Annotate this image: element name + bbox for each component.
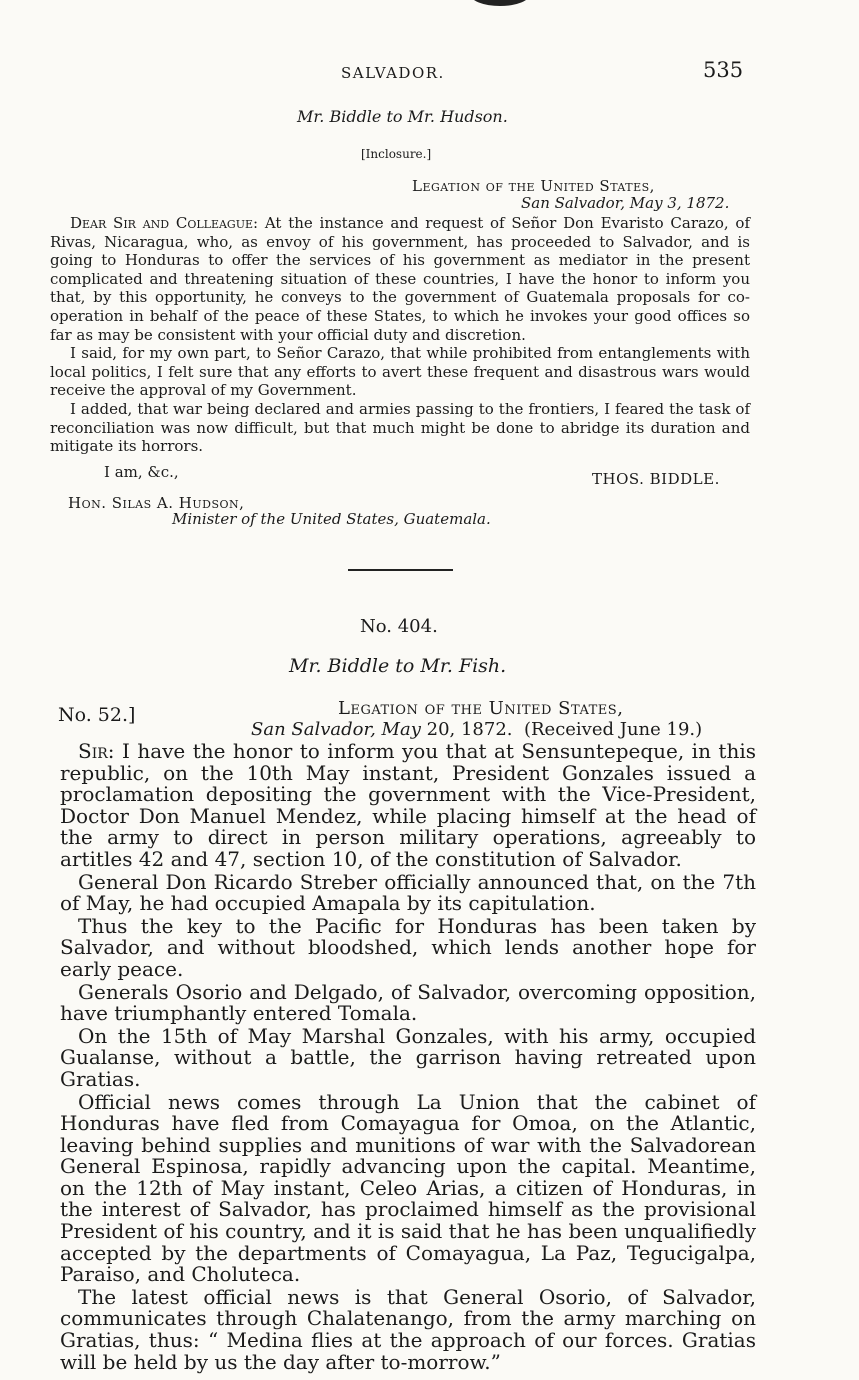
page-header [0,58,859,88]
running-title: SALVADOR. [341,64,445,82]
dispatch-paragraph: Generals Osorio and Delgado, of Salvador, overcoming opposition, have triumphantly entered Tomala. [60,979,756,1026]
dispatch-date-place: San Salvador, [251,719,376,740]
enclosure-heading: Mr. Biddle to Mr. Hudson. [297,107,508,126]
enclosure-paragraph: I added, that war being declared and armies passing to the frontiers, I feared the task of reconciliation was now difficult, but that much might be done to abridge its duration and mitigate its horrors. [50,399,750,456]
dispatch-ref-number: No. 52.] [58,704,136,726]
enclosure-dateline [521,194,729,212]
dispatch-paragraph: Official news comes through La Union that the cabinet of Honduras have fled from Comayagua for Omoa, on the Atlantic, leaving behind supplies and munitions of war with the Salvadorean General Espinosa, rapidly advancing upon the capital. Meantime, on the 12th of May instant, Celeo Arias, a citizen of Honduras, in the interest of Salvador, has proclaimed himself as the provisional President of his country, and it is said that he has been unqualifiedly accepted by the departments of Comayagua, La Paz, Tegucigalpa, Paraiso, and Choluteca. [60,1089,756,1287]
dispatch-date-rest: 20, 1872. [426,719,513,740]
dispatch-date-month: May [381,719,421,740]
dispatch-salutation: Sir: [78,739,115,763]
dispatch-heading: Mr. Biddle to Mr. Fish. [289,655,507,677]
enclosure-date: May 3, 1872. [629,194,730,212]
section-divider [348,569,453,571]
addressee-title: Minister of the United States, Guatemala. [172,510,491,528]
enclosure-salutation: Dear Sir and Colleague: [70,214,259,232]
enclosure-signature: THOS. BIDDLE. [592,470,720,488]
dispatch-paragraph: Thus the key to the Pacific for Honduras has been taken by Salvador, and without bloodshed, which lends another hope for early peace. [60,913,756,981]
ink-blot [470,0,530,6]
addressee-name: Hon. Silas A. Hudson, [68,494,245,512]
enclosure-paragraph: I said, for my own part, to Señor Carazo, that while prohibited from entanglements with local politics, I felt sure that any efforts to avert these frequent and disastrous wars would receive the approval of my Government. [50,344,750,400]
dispatch-paragraph: On the 15th of May Marshal Gonzales, with his army, occupied Gualanse, without a battle, the garrison having retreated upon Gratias. [60,1023,756,1091]
page-number: 535 [703,58,744,82]
enclosure-paragraph: Dear Sir and Colleague: At the instance and request of Señor Don Evaristo Carazo, of Rivas, Nicaragua, who, as envoy of his government, has proceeded to Salvador, and is going to Honduras to offer the services of his government as mediator in the present complicated and threatening situation of these countries, I have the honor to inform you that, by this opportunity, he conveys to the government of Guatemala proposals for co-operation in behalf of the peace of these States, to which he invokes your good offices so far as may be consistent with your official duty and discretion. [50,214,750,344]
dispatch-paragraph: The latest official news is that General Osorio, of Salvador, communicates through Chalatenango, from the army marching on Gratias, thus: “ Medina flies at the approach of our forces. Gratias will be held by us the day after to-morrow.” [60,1284,756,1374]
dispatch-body [60,741,756,1374]
enclosure-legation-line: Legation of the United States, [412,177,655,195]
dispatch-legation-line: Legation of the United States, [338,698,624,719]
enclosure-date-place: San Salvador, [521,194,626,212]
dispatch-paragraph: General Don Ricardo Streber officially announced that, on the 7th of May, he had occupied Amapala by its capitulation. [60,869,756,916]
dispatch-number: No. 404. [360,616,438,637]
enclosure-closing: I am, &c., [104,463,179,481]
enclosure-body [50,214,750,456]
inclosure-label: [Inclosure.] [361,147,432,161]
dispatch-paragraph: Sir: I have the honor to inform you that at Sensuntepeque, in this republic, on the 10th May instant, President Gonzales issued a proclamation depositing the government with the Vice-President, Doctor Don Manuel Mendez, while placing himself at the head of the army to direct in person military operations, agreeably to artitles 42 and 47, section 10, of the constitution of Salvador. [60,739,756,871]
dispatch-received: (Received June 19.) [523,719,703,740]
dispatch-dateline [251,719,702,740]
